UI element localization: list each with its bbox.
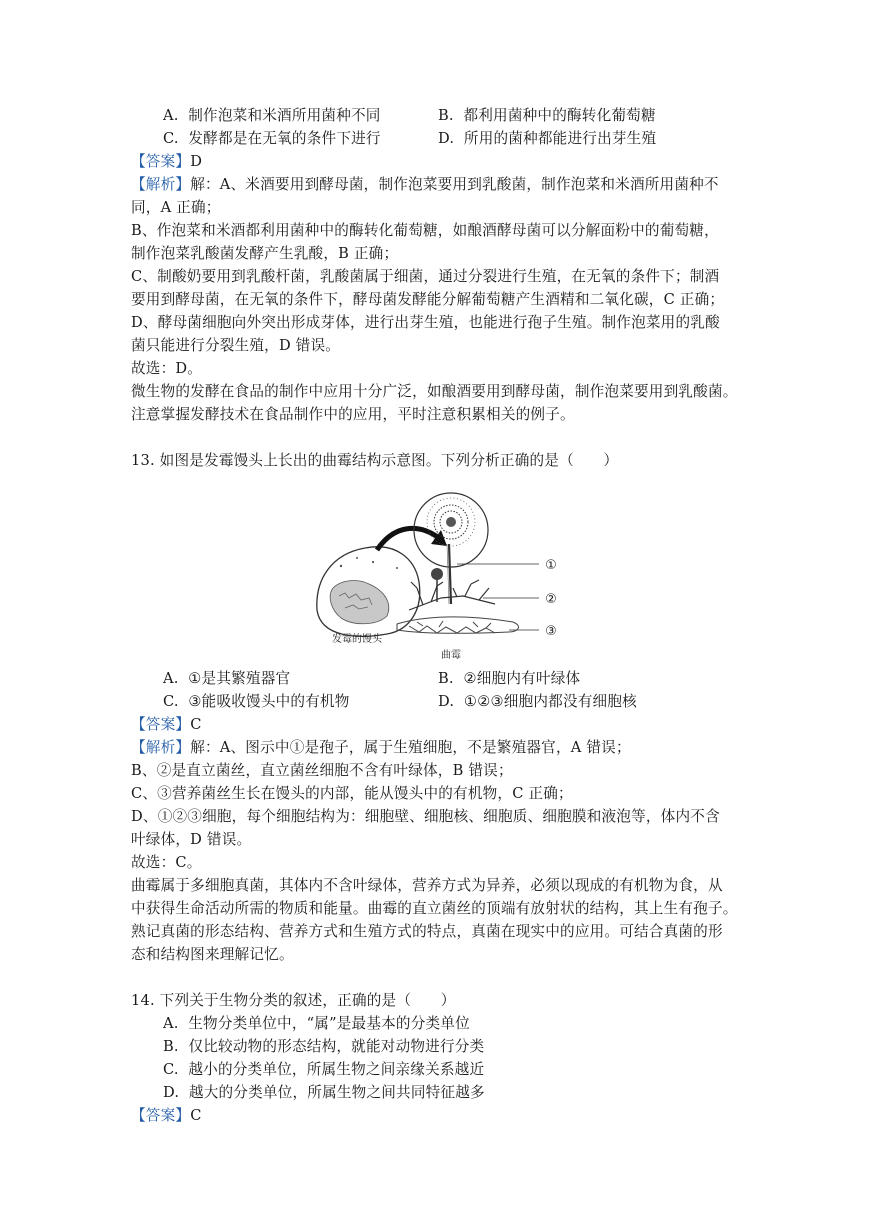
q12-analysis-line: 同，A 正确； xyxy=(131,199,221,216)
marker-2: ② xyxy=(545,592,557,607)
q13-analysis-line: 曲霉属于多细胞真菌，其体内不含叶绿体，营养方式为异养，必须以现成的有机物为食，从 xyxy=(131,877,723,894)
q12-analysis-line: B、作泡菜和米酒都利用菌种中的酶转化葡萄糖，如酿酒酵母菌可以分解面粉中的葡萄糖， xyxy=(131,222,719,239)
q12-analysis-line: 菌只能进行分裂生殖，D 错误。 xyxy=(131,337,341,354)
q13-answer: 【答案】C xyxy=(131,716,202,733)
hyphae-drawing xyxy=(409,580,495,610)
q12-analysis-line: 制作泡菜乳酸菌发酵产生乳酸，B 正确； xyxy=(131,245,399,262)
q13-option-c: C. ③能吸收馒头中的有机物 xyxy=(163,693,350,710)
nutrient-hyphae-drawing xyxy=(397,617,519,633)
q14-stem: 14. 下列关于生物分类的叙述，正确的是（ ） xyxy=(131,992,456,1009)
q12-option-a: A. 制作泡菜和米酒所用菌种不同 xyxy=(163,107,381,124)
q12-analysis-line: 要用到酵母菌，在无氧的条件下，酵母菌发酵能分解葡萄糖产生酒精和二氧化碳，C 正确； xyxy=(131,291,725,308)
q12-analysis-line: C、制酸奶要用到乳酸杆菌，乳酸菌属于细菌，通过分裂进行生殖，在无氧的条件下；制酒 xyxy=(131,268,720,285)
analysis-tag: 【解析】 xyxy=(131,739,191,756)
q12-option-c: C. 发酵都是在无氧的条件下进行 xyxy=(163,130,381,147)
q12-option-b: B. 都利用菌种中的酶转化葡萄糖 xyxy=(438,107,656,124)
q13-analysis-line: 叶绿体，D 错误。 xyxy=(131,831,252,848)
q13-analysis-line: 【解析】解：A、图示中①是孢子，属于生殖细胞，不是繁殖器官，A 错误； xyxy=(131,739,631,756)
q12-analysis-line: 注意掌握发酵技术在食品制作中的应用，平时注意积累相关的例子。 xyxy=(131,406,575,423)
q13-analysis-line: 中获得生命活动所需的物质和能量。曲霉的直立菌丝的顶端有放射状的结构，其上生有孢子。 xyxy=(131,900,738,917)
q13-option-a: A. ①是其繁殖器官 xyxy=(163,670,291,687)
q13-stem: 13. 如图是发霉馒头上长出的曲霉结构示意图。下列分析正确的是（ ） xyxy=(131,452,619,469)
q13-analysis-line: 态和结构图来理解记忆。 xyxy=(131,946,294,963)
label-moldy-bread: 发霉的馒头 xyxy=(332,634,382,645)
marker-3: ③ xyxy=(545,624,557,639)
q13-option-b: B. ②细胞内有叶绿体 xyxy=(438,670,581,687)
analysis-tag: 【解析】 xyxy=(131,176,191,193)
q13-analysis-line: B、②是直立菌丝，直立菌丝细胞不含有叶绿体，B 错误； xyxy=(131,762,513,779)
q14-option-b: B. 仅比较动物的形态结构，就能对动物进行分类 xyxy=(163,1038,485,1055)
label-aspergillus: 曲霉 xyxy=(441,650,461,661)
q12-option-d: D. 所用的菌种都能进行出芽生殖 xyxy=(438,130,657,147)
spore-head-drawing xyxy=(427,498,475,546)
q13-analysis-line: 熟记真菌的形态结构、营养方式和生殖方式的特点，真菌在现实中的应用。可结合真菌的形 xyxy=(131,923,723,940)
q14-option-a: A. 生物分类单位中，“属”是最基本的分类单位 xyxy=(163,1015,470,1032)
answer-tag: 【答案】 xyxy=(131,153,191,170)
q14-option-c: C. 越小的分类单位，所属生物之间亲缘关系越近 xyxy=(163,1061,485,1078)
q13-option-d: D. ①②③细胞内都没有细胞核 xyxy=(438,693,637,710)
q13-analysis-line: 故选：C。 xyxy=(131,854,202,871)
q12-answer: 【答案】D xyxy=(131,153,203,170)
q14-option-d: D. 越大的分类单位，所属生物之间共同特征越多 xyxy=(163,1084,485,1101)
marker-1: ① xyxy=(545,558,557,573)
answer-tag: 【答案】 xyxy=(131,1107,191,1124)
q12-analysis-line: D、酵母菌细胞向外突出形成芽体，进行出芽生殖，也能进行孢子生殖。制作泡菜用的乳酸 xyxy=(131,314,720,331)
q12-analysis-line: 【解析】解：A、米酒要用到酵母菌，制作泡菜要用到乳酸菌，制作泡菜和米酒所用菌种不 xyxy=(131,176,719,193)
upright-hypha xyxy=(449,544,451,604)
mold-structure-figure xyxy=(313,492,563,664)
q13-analysis-line: D、①②③细胞，每个细胞结构为：细胞壁、细胞核、细胞质、细胞膜和液泡等，体内不含 xyxy=(131,808,720,825)
q12-analysis-line: 故选：D。 xyxy=(131,360,203,377)
moldy-bread-drawing xyxy=(317,547,420,637)
q13-analysis-line: C、③营养菌丝生长在馒头的内部，能从馒头中的有机物，C 正确； xyxy=(131,785,573,802)
q14-answer: 【答案】C xyxy=(131,1107,202,1124)
q12-analysis-line: 微生物的发酵在食品的制作中应用十分广泛，如酿酒要用到酵母菌，制作泡菜要用到乳酸菌。 xyxy=(131,383,738,400)
answer-tag: 【答案】 xyxy=(131,716,191,733)
